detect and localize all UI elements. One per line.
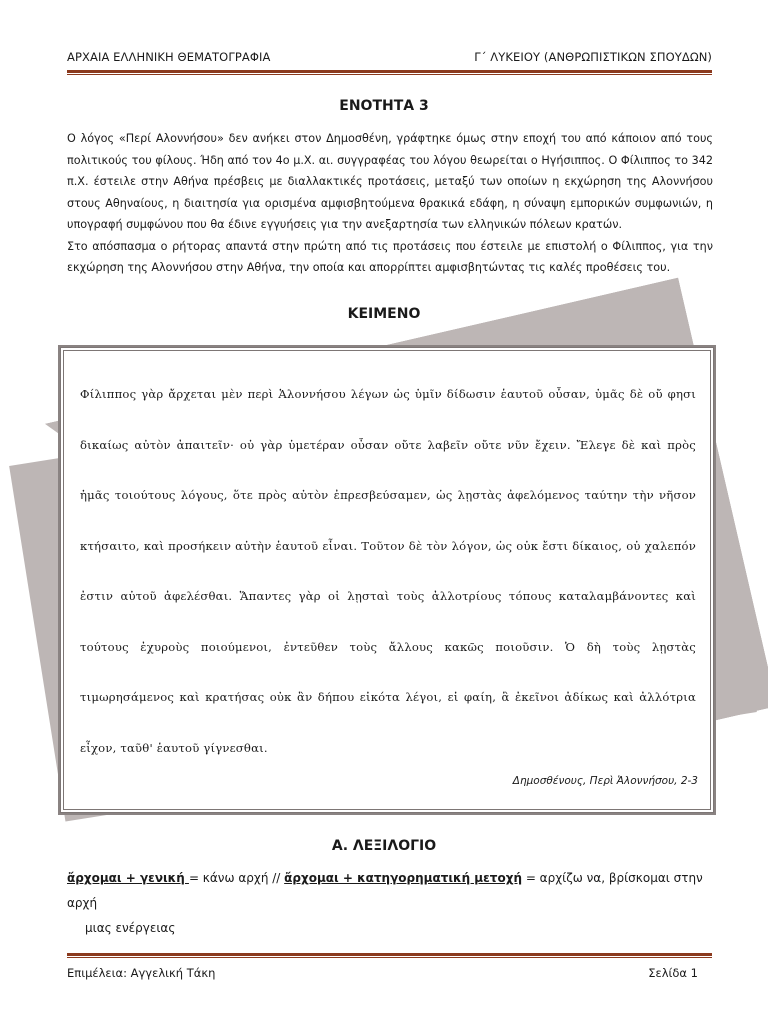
- header-class: Γ΄ ΛΥΚΕΙΟΥ (ΑΝΘΡΩΠΙΣΤΙΚΩΝ ΣΠΟΥΔΩΝ): [474, 50, 712, 64]
- vocab-term-2: ἄρχομαι + κατηγορηματική μετοχή: [284, 871, 522, 885]
- intro-paragraph-1: Ο λόγος «Περί Αλοννήσου» δεν ανήκει στον Δημοσθένη, γράφτηκε όμως στην εποχή του από κάποιον από τους πολιτικούς του φίλους. Ήδη από τον 4ο μ.Χ. αι. συγγραφέας του λόγου θεωρείται ο Ηγήσιππος. Ο Φίλιππος το 342 π.Χ. έστειλε στην Αθήνα πρέσβεις με διαλλακτικές προτάσεις, μεταξύ των οποίων η εκχώρηση της Αλοννήσου στους Αθηναίους, η διαιτησία για ορισμένα αμφισβητούμενα θρακικά εδάφη, η σύναψη εμπορικών συμφωνιών, η υπογραφή συμφώνου που θα έδινε εγγυήσεις για την ανεξαρτησία των ελληνικών πόλεων κρατών.: [67, 132, 713, 231]
- vocab-def-2-continued: μιας ενέργειας: [85, 921, 176, 935]
- footer-page-number: Σελίδα 1: [648, 966, 698, 980]
- vocab-title: Α. ΛΕΞΙΛΟΓΙΟ: [331, 838, 437, 854]
- vocab-def-2: = αρχίζω να, βρίσκομαι στην αρχή: [67, 871, 703, 910]
- ancient-text-box: [60, 347, 714, 813]
- section-title: ΕΝΟΤΗΤΑ 3: [339, 98, 429, 114]
- vocab-def-1: = κάνω αρχή //: [188, 871, 285, 885]
- footer-editor: Επιμέλεια: Αγγελική Τάκη: [67, 966, 216, 980]
- footer-divider: [67, 953, 712, 958]
- vocab-entry: [67, 866, 713, 941]
- vocab-term-1: ἄρχομαι + γενική: [67, 871, 189, 885]
- text-source: Δημοσθένους, Περὶ Ἁλοννήσου, 2-3: [512, 775, 698, 787]
- text-title: ΚΕΙΜΕΝΟ: [347, 306, 421, 322]
- ancient-text: Φίλιππος γὰρ ἄρχεται μὲν περὶ Ἁλοννήσου λέγων ὡς ὑμῖν δίδωσιν ἑαυτοῦ οὖσαν, ὑμᾶς δὲ οὔ φησι δικαίως αὐτὸν ἀπαιτεῖν· οὐ γὰρ ὑμετέραν οὖσαν οὔτε λαβεῖν οὔτε νῦν ἔχειν. Ἔλεγε δὲ καὶ πρὸς ἡμᾶς τοιούτους λόγους, ὅτε πρὸς αὐτὸν ἐπρεσβεύσαμεν, ὡς λῃστὰς ἀφελόμενος ταύτην τὴν νῆσον κτήσαιτο, καὶ προσήκειν αὐτὴν ἑαυτοῦ εἶναι. Τοῦτον δὲ τὸν λόγον, ὡς οὐκ ἔστι δίκαιος, οὐ χαλεπόν ἐστιν αὐτοῦ ἀφελέσθαι. Ἅπαντες γὰρ οἱ λῃσταὶ τοὺς ἀλλοτρίους τόπους καταλαμβάνοντες καὶ τούτους ἐχυροὺς ποιούμενοι, ἐντεῦθεν τοὺς ἄλλους κακῶς ποιοῦσιν. Ὁ δὴ τοὺς λῃστὰς τιμωρησάμενος καὶ κρατήσας οὐκ ἂν δήπου εἰκότα λέγοι, εἰ φαίη, ἃ ἐκεῖνοι ἀδίκως καὶ ἀλλότρια εἶχον, ταῦθ' ἑαυτοῦ γίγνεσθαι.: [80, 387, 696, 755]
- header-subject: ΑΡΧΑΙΑ ΕΛΛΗΝΙΚΗ ΘΕΜΑΤΟΓΡΑΦΙΑ: [67, 50, 271, 64]
- header-divider: [67, 70, 712, 75]
- intro-paragraph-2: Στο απόσπασμα ο ρήτορας απαντά στην πρώτη από τις προτάσεις που έστειλε με επιστολή ο Φίλιππος, για την εκχώρηση της Αλοννήσου στην Αθήνα, την οποία και απορρίπτει αμφισβητώντας τις καλές προθέσεις του.: [67, 239, 713, 274]
- intro-text: [67, 128, 713, 279]
